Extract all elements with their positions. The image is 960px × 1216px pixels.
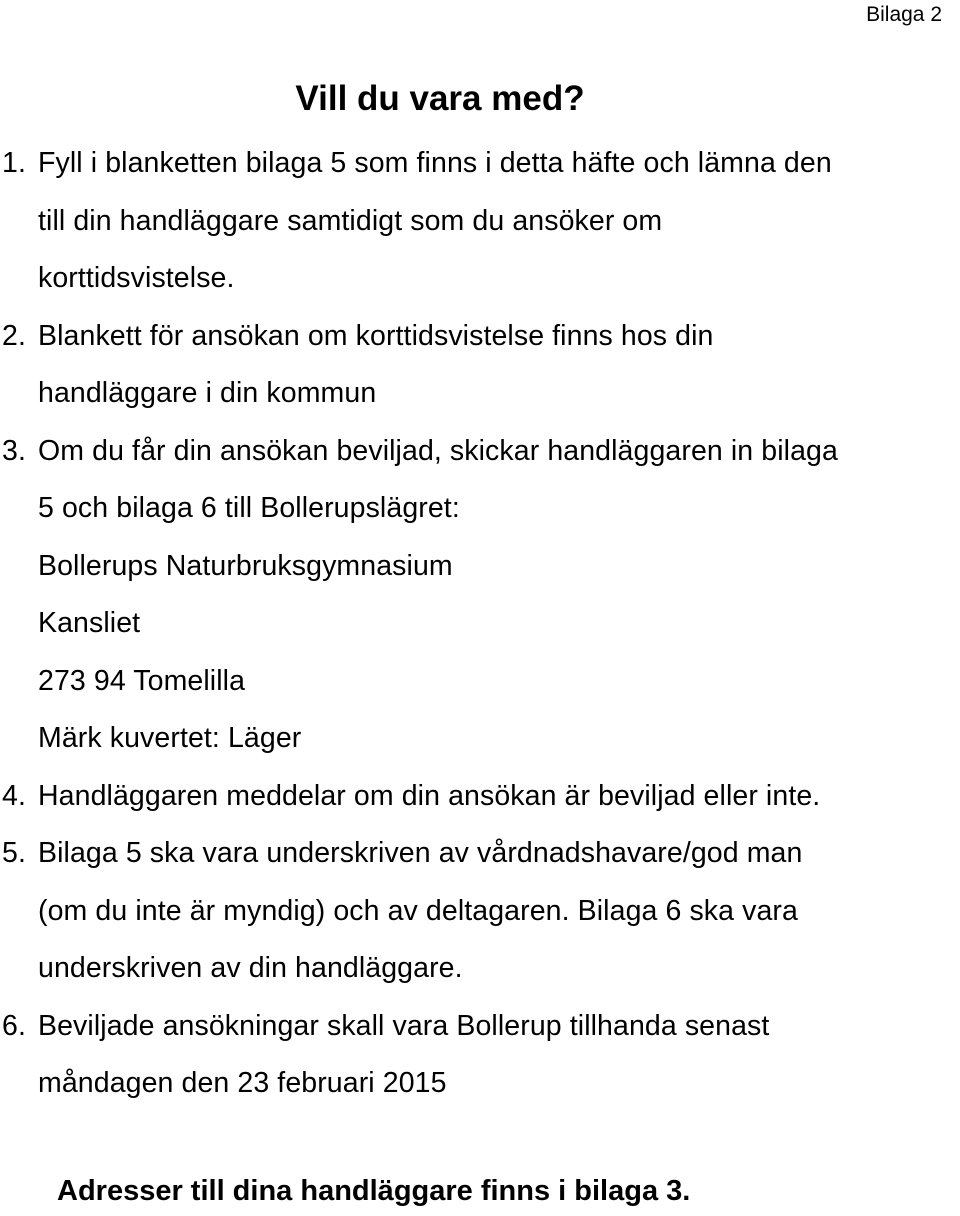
step-text-line: Fyll i blanketten bilaga 5 som finns i detta häfte och lämna den <box>38 147 832 179</box>
step-4 <box>0 768 960 826</box>
step-text-line: Blankett för ansökan om korttidsvistelse finns hos din <box>38 319 714 352</box>
address-line-office: Kansliet <box>38 607 141 639</box>
step-2 <box>0 308 960 423</box>
step-number: 2. <box>2 319 26 352</box>
step-number: 5. <box>2 837 26 869</box>
steps-list <box>0 135 960 1113</box>
step-text-line: (om du inte är myndig) och av deltagaren. Bilaga 6 ska vara <box>38 894 798 927</box>
step-text-line: Beviljade ansökningar skall vara Bollerup tillhanda senast <box>38 1009 770 1042</box>
step-number: 1. <box>2 147 26 179</box>
step-text-line: Om du får din ansökan beviljad, skickar handläggaren in bilaga <box>38 434 838 467</box>
step-text-line: Handläggaren meddelar om din ansökan är beviljad eller inte. <box>38 779 821 812</box>
step-5 <box>0 825 960 998</box>
footer-note: Adresser till dina handläggare finns i bilaga 3. <box>57 1175 691 1207</box>
address-line-school: Bollerups Naturbruksgymnasium <box>38 549 453 582</box>
page-title: Vill du vara med? <box>295 79 585 118</box>
step-text-line: 5 och bilaga 6 till Bollerupslägret: <box>38 492 460 524</box>
address-line-postal: 273 94 Tomelilla <box>38 664 246 697</box>
step-6 <box>0 998 960 1113</box>
step-text-line: Bilaga 5 ska vara underskriven av vårdnadshavare/god man <box>38 837 803 869</box>
deadline-line: måndagen den 23 februari 2015 <box>38 1067 447 1099</box>
envelope-marking: Märk kuvertet: Läger <box>38 722 302 754</box>
step-text-line: till din handläggare samtidigt som du ansöker om <box>38 204 663 237</box>
step-text-line: handläggare i din kommun <box>38 377 377 409</box>
step-number: 3. <box>2 434 26 467</box>
step-number: 4. <box>2 779 26 812</box>
step-3 <box>0 423 960 768</box>
step-number: 6. <box>2 1009 26 1042</box>
step-1 <box>0 135 960 308</box>
step-text-line: korttidsvistelse. <box>38 262 235 294</box>
step-text-line: underskriven av din handläggare. <box>38 952 463 984</box>
page-label: Bilaga 2 <box>866 3 942 26</box>
